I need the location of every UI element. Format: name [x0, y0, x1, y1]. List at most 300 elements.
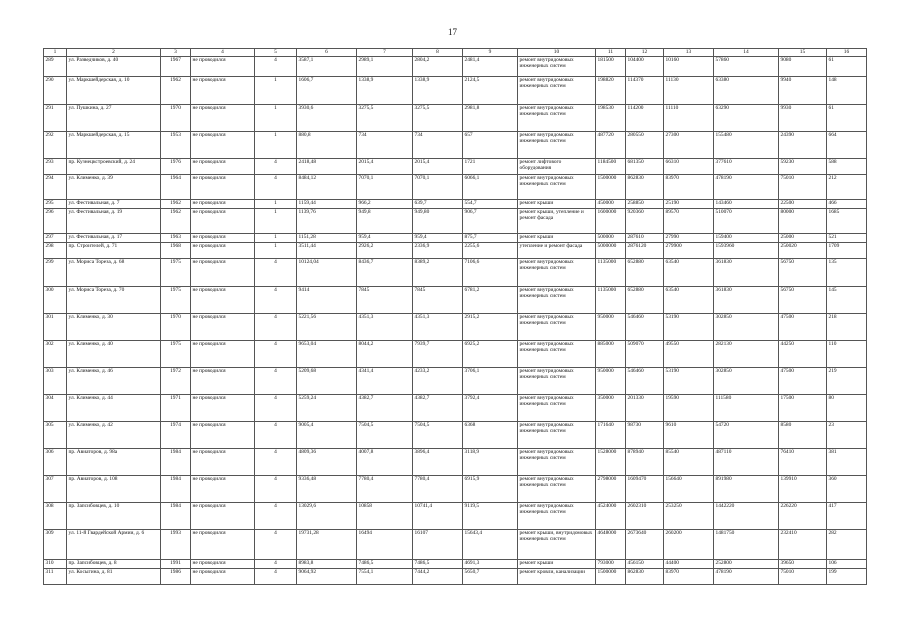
table-cell: ул. Клименко, д. 40: [67, 341, 161, 368]
table-cell: 478190: [714, 175, 779, 200]
table-cell: 5259,24: [297, 395, 357, 422]
table-cell: 258850: [626, 200, 664, 209]
table-cell: 11110: [664, 105, 714, 132]
table-cell: 2673640: [626, 530, 664, 560]
table-row: [44, 368, 867, 395]
table-cell: 10160: [664, 57, 714, 77]
table-cell: 1962: [161, 200, 191, 209]
table-cell: 252800: [714, 560, 779, 569]
table-cell: 966,2: [357, 200, 413, 209]
table-cell: пр. Строителей, д. 71: [67, 243, 161, 259]
table-row: [44, 560, 867, 569]
table-cell: 6925,2: [463, 341, 518, 368]
table-cell: ремонт внутридомовых инженерных систем: [518, 259, 596, 287]
table-cell: не проводился: [191, 476, 255, 503]
table-cell: 226220: [779, 503, 827, 530]
table-cell: 61: [827, 57, 867, 77]
table-cell: 7486,5: [357, 560, 413, 569]
column-header-5: 5: [255, 49, 297, 57]
table-row: [44, 209, 867, 234]
table-cell: 1984: [161, 503, 191, 530]
table-cell: 3118,9: [463, 449, 518, 476]
table-cell: 4: [255, 314, 297, 341]
table-cell: 1993: [161, 530, 191, 560]
table-cell: 2876120: [626, 243, 664, 259]
table-cell: 139910: [779, 476, 827, 503]
page-number: 17: [448, 27, 457, 37]
table-cell: 159400: [714, 234, 779, 243]
table-cell: 44250: [779, 341, 827, 368]
table-cell: 299: [44, 259, 67, 287]
table-cell: 111580: [714, 395, 779, 422]
table-cell: 3511,44: [297, 243, 357, 259]
table-row: [44, 105, 867, 132]
table-cell: 377610: [714, 159, 779, 175]
table-cell: 63540: [664, 287, 714, 314]
table-cell: 657: [463, 132, 518, 159]
column-header-9: 9: [463, 49, 518, 57]
header-row: [44, 49, 867, 57]
table-cell: 295: [44, 200, 67, 209]
table-row: [44, 341, 867, 368]
table-cell: 1: [255, 200, 297, 209]
table-cell: 2989,1: [357, 57, 413, 77]
table-cell: 83970: [664, 569, 714, 585]
table-cell: не проводился: [191, 503, 255, 530]
table-cell: 56750: [779, 259, 827, 287]
table-cell: 49550: [664, 341, 714, 368]
table-cell: 734: [357, 132, 413, 159]
table-cell: 1159,44: [297, 200, 357, 209]
table-cell: 7845: [413, 287, 463, 314]
table-cell: 1600000: [596, 209, 626, 234]
table-cell: 862830: [626, 569, 664, 585]
table-cell: 302850: [714, 314, 779, 341]
table-cell: 253250: [664, 503, 714, 530]
table-cell: 3275,5: [413, 105, 463, 132]
table-cell: 734: [413, 132, 463, 159]
table-cell: 2481,4: [463, 57, 518, 77]
table-cell: 63290: [714, 105, 779, 132]
table-cell: 10741,4: [413, 503, 463, 530]
table-cell: 63540: [664, 259, 714, 287]
table-cell: 76410: [779, 449, 827, 476]
table-cell: 307: [44, 476, 67, 503]
table-cell: не проводился: [191, 200, 255, 209]
table-cell: 279900: [664, 243, 714, 259]
table-cell: 305: [44, 422, 67, 449]
table-cell: 4007,8: [357, 449, 413, 476]
table-cell: 7780,4: [413, 476, 463, 503]
table-cell: ремонт внутридомовых инженерных систем: [518, 476, 596, 503]
table-cell: 1: [255, 77, 297, 105]
table-cell: ул. Маркшейдерская, д. 15: [67, 132, 161, 159]
table-cell: 306: [44, 449, 67, 476]
table-cell: 4: [255, 395, 297, 422]
table-cell: 2015,4: [357, 159, 413, 175]
table-cell: 156640: [664, 476, 714, 503]
table-cell: 3587,1: [297, 57, 357, 77]
table-cell: 308: [44, 503, 67, 530]
table-cell: 2926,2: [357, 243, 413, 259]
table-cell: ремонт внутридомовых инженерных систем: [518, 132, 596, 159]
table-cell: 114200: [626, 105, 664, 132]
table-cell: не проводился: [191, 243, 255, 259]
table-cell: 56750: [779, 287, 827, 314]
table-cell: ремонт внутридомовых инженерных систем: [518, 105, 596, 132]
table-row: [44, 57, 867, 77]
column-header-10: 10: [518, 49, 596, 57]
table-cell: ремонт внутридомовых инженерных систем: [518, 422, 596, 449]
table-cell: пр. Запсибовцев, д. 10: [67, 503, 161, 530]
table-cell: 9940: [779, 77, 827, 105]
table-cell: 11130: [664, 77, 714, 105]
table-cell: 296: [44, 209, 67, 234]
table-cell: не проводился: [191, 314, 255, 341]
table-cell: 1975: [161, 287, 191, 314]
table-cell: 17500: [779, 395, 827, 422]
table-cell: 1184500: [596, 159, 626, 175]
table-cell: 950000: [596, 368, 626, 395]
table-cell: 546460: [626, 368, 664, 395]
table-row: [44, 569, 867, 585]
table-cell: 487110: [714, 449, 779, 476]
table-cell: 9064,92: [297, 569, 357, 585]
table-cell: 1481750: [714, 530, 779, 560]
table-cell: 294: [44, 175, 67, 200]
table-cell: 291: [44, 105, 67, 132]
table-cell: ремонт внутридомовых инженерных систем: [518, 175, 596, 200]
column-header-15: 15: [779, 49, 827, 57]
table-cell: 5650,7: [463, 569, 518, 585]
column-header-12: 12: [626, 49, 664, 57]
table-cell: 44400: [664, 560, 714, 569]
table-cell: не проводился: [191, 234, 255, 243]
table-cell: 80000: [779, 209, 827, 234]
table-cell: ремонт кровли, канализации: [518, 569, 596, 585]
table-cell: 450000: [596, 200, 626, 209]
table-cell: не проводился: [191, 259, 255, 287]
table-cell: 250020: [779, 243, 827, 259]
table-cell: 4: [255, 503, 297, 530]
table-cell: 9005,4: [297, 422, 357, 449]
table-row: [44, 159, 867, 175]
table-cell: 1953: [161, 132, 191, 159]
table-cell: 2915,2: [463, 314, 518, 341]
table-cell: 39650: [779, 560, 827, 569]
table-cell: не проводился: [191, 57, 255, 77]
table-cell: 1971: [161, 395, 191, 422]
table-cell: 292: [44, 132, 67, 159]
table-row: [44, 200, 867, 209]
table-cell: 300: [44, 287, 67, 314]
table-cell: 7554,1: [357, 569, 413, 585]
table-cell: 9080: [779, 57, 827, 77]
table-cell: ул. Клименко, д. 44: [67, 395, 161, 422]
table-cell: 2124,5: [463, 77, 518, 105]
table-cell: 7504,5: [357, 422, 413, 449]
table-cell: 510070: [714, 209, 779, 234]
table-cell: 181500: [596, 57, 626, 77]
table-cell: 652880: [626, 287, 664, 314]
table-cell: 350000: [596, 395, 626, 422]
table-cell: 106: [827, 560, 867, 569]
table-cell: 2255,6: [463, 243, 518, 259]
table-cell: 19590: [664, 395, 714, 422]
table-cell: 4: [255, 569, 297, 585]
table-row: [44, 422, 867, 449]
table-cell: ремонт крыши, внутридомовых инженерных систем: [518, 530, 596, 560]
table-cell: 4: [255, 530, 297, 560]
table-cell: 1606,7: [297, 77, 357, 105]
table-cell: 1721: [463, 159, 518, 175]
table-cell: 4351,3: [413, 314, 463, 341]
table-cell: не проводился: [191, 560, 255, 569]
column-header-11: 11: [596, 49, 626, 57]
table-cell: не проводился: [191, 368, 255, 395]
table-cell: 304: [44, 395, 67, 422]
table-cell: 260200: [664, 530, 714, 560]
table-cell: 1972: [161, 368, 191, 395]
table-cell: 57860: [714, 57, 779, 77]
table-cell: 7939,7: [413, 341, 463, 368]
table-cell: ремонт крыши: [518, 234, 596, 243]
table-row: [44, 476, 867, 503]
table-cell: 7070,1: [413, 175, 463, 200]
table-cell: 4809,36: [297, 449, 357, 476]
column-header-6: 6: [297, 49, 357, 57]
table-cell: ремонт внутридомовых инженерных систем: [518, 341, 596, 368]
table-cell: 27300: [664, 132, 714, 159]
column-header-7: 7: [357, 49, 413, 57]
table-cell: 98730: [626, 422, 664, 449]
table-cell: 218: [827, 314, 867, 341]
housing-repair-table: [43, 48, 867, 585]
table-cell: 3896,4: [413, 449, 463, 476]
table-cell: 546460: [626, 314, 664, 341]
table-cell: 4: [255, 175, 297, 200]
table-cell: ремонт внутридомовых инженерных систем: [518, 368, 596, 395]
table-row: [44, 530, 867, 560]
table-cell: 201330: [626, 395, 664, 422]
table-cell: 15643,4: [463, 530, 518, 560]
table-cell: 1964: [161, 175, 191, 200]
table-cell: 6915,9: [463, 476, 518, 503]
table-cell: 309: [44, 530, 67, 560]
table-cell: 303: [44, 368, 67, 395]
table-cell: 1135000: [596, 259, 626, 287]
table-cell: 6781,2: [463, 287, 518, 314]
table-cell: 1962: [161, 77, 191, 105]
table-cell: 148: [827, 77, 867, 105]
table-cell: ул. Фестивальная, д. 19: [67, 209, 161, 234]
table-cell: пр. Авиаторов, д. 108: [67, 476, 161, 503]
table-cell: 1984: [161, 449, 191, 476]
table-cell: 4: [255, 422, 297, 449]
table-cell: 287610: [626, 234, 664, 243]
table-cell: 1151,28: [297, 234, 357, 243]
table-cell: 4: [255, 476, 297, 503]
table-row: [44, 503, 867, 530]
table-cell: 949,80: [413, 209, 463, 234]
table-cell: 1338,9: [413, 77, 463, 105]
table-cell: 639,7: [413, 200, 463, 209]
table-cell: 302850: [714, 368, 779, 395]
table-cell: 1968: [161, 243, 191, 259]
table-cell: пр. Авиаторов, д. 98а: [67, 449, 161, 476]
table-cell: не проводился: [191, 422, 255, 449]
table-cell: 302: [44, 341, 67, 368]
table-cell: 2336,9: [413, 243, 463, 259]
table-cell: 54720: [714, 422, 779, 449]
column-header-13: 13: [664, 49, 714, 57]
table-cell: 1974: [161, 422, 191, 449]
table-cell: 1984: [161, 476, 191, 503]
table-cell: 2418,48: [297, 159, 357, 175]
table-cell: 75010: [779, 569, 827, 585]
table-cell: 310: [44, 560, 67, 569]
table-cell: 9414: [297, 287, 357, 314]
table-cell: не проводился: [191, 569, 255, 585]
table-cell: 85540: [664, 449, 714, 476]
table-cell: 1: [255, 132, 297, 159]
table-cell: 361830: [714, 259, 779, 287]
column-header-4: 4: [191, 49, 255, 57]
table-cell: ремонт внутридомовых инженерных систем: [518, 77, 596, 105]
table-cell: 554,7: [463, 200, 518, 209]
table-cell: 145: [827, 287, 867, 314]
table-cell: ремонт крыши, утепление и ремонт фасада: [518, 209, 596, 234]
table-cell: 3275,5: [357, 105, 413, 132]
table-cell: 950000: [596, 314, 626, 341]
table-cell: 906,7: [463, 209, 518, 234]
table-cell: 1: [255, 105, 297, 132]
table-cell: 4: [255, 259, 297, 287]
table-row: [44, 132, 867, 159]
table-cell: ремонт крыши: [518, 200, 596, 209]
table-cell: не проводился: [191, 530, 255, 560]
table-cell: 1986: [161, 569, 191, 585]
table-cell: 875,7: [463, 234, 518, 243]
table-cell: 880,8: [297, 132, 357, 159]
table-cell: ремонт крыши: [518, 560, 596, 569]
table-cell: 7486,5: [413, 560, 463, 569]
table-cell: 4: [255, 159, 297, 175]
table-row: [44, 234, 867, 243]
table-cell: 3930,6: [297, 105, 357, 132]
table-cell: 3792,4: [463, 395, 518, 422]
table-cell: 143460: [714, 200, 779, 209]
table-cell: 5221,56: [297, 314, 357, 341]
column-header-8: 8: [413, 49, 463, 57]
table-cell: 1975: [161, 259, 191, 287]
table-cell: ул. Клименко, д. 30: [67, 314, 161, 341]
table-cell: не проводился: [191, 341, 255, 368]
table-cell: 652880: [626, 259, 664, 287]
table-cell: 1975: [161, 341, 191, 368]
table-cell: 959,4: [413, 234, 463, 243]
table-cell: 381: [827, 449, 867, 476]
table-cell: 1139,76: [297, 209, 357, 234]
table-cell: ул. Фестивальная, д. 7: [67, 200, 161, 209]
table-body: [44, 57, 867, 585]
table-cell: 80: [827, 395, 867, 422]
table-cell: 27990: [664, 234, 714, 243]
table-cell: не проводился: [191, 132, 255, 159]
table-cell: 301: [44, 314, 67, 341]
table-cell: 1593960: [714, 243, 779, 259]
table-cell: 1: [255, 209, 297, 234]
table-cell: 75010: [779, 175, 827, 200]
table-cell: ремонт внутридомовых инженерных систем: [518, 503, 596, 530]
table-cell: не проводился: [191, 395, 255, 422]
table-cell: 4382,7: [413, 395, 463, 422]
table-cell: 298: [44, 243, 67, 259]
table-cell: 89570: [664, 209, 714, 234]
column-header-16: 16: [827, 49, 867, 57]
table-cell: 361830: [714, 287, 779, 314]
table-cell: 8044,2: [357, 341, 413, 368]
table-cell: 8389,2: [413, 259, 463, 287]
table-cell: не проводился: [191, 159, 255, 175]
table-cell: 1962: [161, 209, 191, 234]
table-cell: 487720: [596, 132, 626, 159]
table-cell: 1976: [161, 159, 191, 175]
table-row: [44, 77, 867, 105]
table-cell: 7070,1: [357, 175, 413, 200]
table-cell: 920360: [626, 209, 664, 234]
table-cell: ремонт внутридомовых инженерных систем: [518, 57, 596, 77]
table-cell: ул. Маркшейдерская, д. 10: [67, 77, 161, 105]
table-cell: 478190: [714, 569, 779, 585]
table-cell: 219: [827, 368, 867, 395]
table-cell: 500000: [596, 234, 626, 243]
table-cell: ул. Клименко, д. 39: [67, 175, 161, 200]
table-cell: 681350: [626, 159, 664, 175]
table-cell: 417: [827, 503, 867, 530]
table-cell: 1685: [827, 209, 867, 234]
table-cell: 19731,28: [297, 530, 357, 560]
table-cell: ремонт внутридомовых инженерных систем: [518, 449, 596, 476]
table-cell: ремонт лифтового оборудования: [518, 159, 596, 175]
table-cell: 2015,4: [413, 159, 463, 175]
table-cell: 4382,7: [357, 395, 413, 422]
table-cell: не проводился: [191, 209, 255, 234]
table-cell: не проводился: [191, 77, 255, 105]
table-row: [44, 243, 867, 259]
table-cell: 891980: [714, 476, 779, 503]
table-cell: 466: [827, 200, 867, 209]
table-cell: 10124,04: [297, 259, 357, 287]
table-cell: ул. Клименко, д. 46: [67, 368, 161, 395]
table-cell: 1: [255, 243, 297, 259]
table-cell: 509070: [626, 341, 664, 368]
table-row: [44, 395, 867, 422]
table-cell: 290: [44, 77, 67, 105]
table-cell: 66310: [664, 159, 714, 175]
table-cell: 5000000: [596, 243, 626, 259]
table-cell: 1970: [161, 105, 191, 132]
table-row: [44, 314, 867, 341]
table-cell: 114370: [626, 77, 664, 105]
column-header-1: 1: [44, 49, 67, 57]
table-cell: 59230: [779, 159, 827, 175]
table-cell: 588: [827, 159, 867, 175]
table-cell: 198530: [596, 105, 626, 132]
table-cell: 53190: [664, 368, 714, 395]
table-cell: 4691,3: [463, 560, 518, 569]
table-cell: 8983,8: [297, 560, 357, 569]
